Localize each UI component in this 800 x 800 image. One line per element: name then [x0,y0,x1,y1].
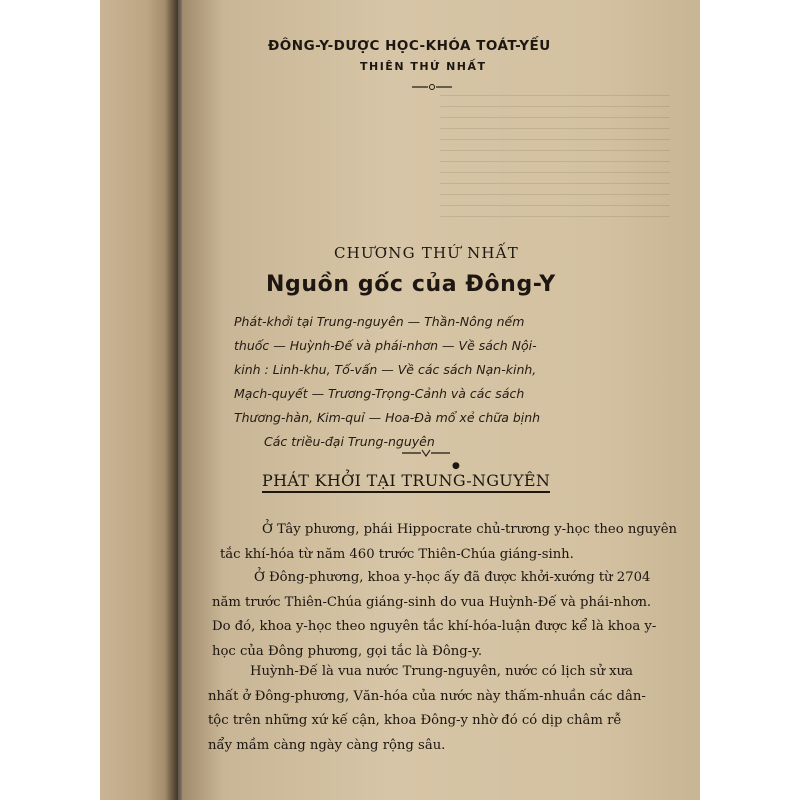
text-line: Huỳnh-Đế là vua nước Trung-nguyên, nước có lịch sử xưa [250,664,633,679]
chapter-summary [234,310,630,454]
part-label: THIÊN THỨ NHẤT [360,60,487,73]
show-through-text [440,95,670,225]
text-line: nhất ở Đông-phương, Văn-hóa của nước này thấm-nhuần các dân- [208,688,646,704]
paragraph-3 [208,660,646,758]
summary-line: Phát-khởi tại Trung-nguyên — Thần-Nông nếm [234,314,525,329]
text-line: năm trước Thiên-Chúa giáng-sinh do vua Huỳnh-Đế và phái-nhơn. [212,594,652,610]
paragraph-2 [212,566,656,664]
section-ornament [402,447,450,459]
chapter-title: Nguồn gốc của Đông-Y [266,272,556,297]
paragraph-1 [220,518,677,567]
running-title: ĐÔNG-Y-DƯỢC HỌC-KHÓA TOÁT-YẾU [268,38,551,54]
text-line: học của Đông phương, gọi tắc là Đông-y. [212,643,483,659]
book-page [182,0,700,800]
summary-line: kinh : Linh-khu, Tố-vấn — Về các sách Nạn-kinh, [234,362,537,377]
summary-line: thuốc — Huỳnh-Đế và phái-nhơn — Về sách Nội- [234,338,537,353]
text-line: Ở Tây phương, phái Hippocrate chủ-trương y-học theo nguyên [262,522,678,537]
text-line: nẩy mầm càng ngày càng rộng sâu. [208,737,446,753]
section-heading: PHÁT KHỞI TẠI TRUNG-NGUYÊN [262,471,550,493]
summary-line: Mạch-quyết — Trương-Trọng-Cảnh và các sách [234,386,525,401]
text-line: tắc khí-hóa từ năm 460 trước Thiên-Chúa giáng-sinh. [220,546,574,562]
text-line: Do đó, khoa y-học theo nguyên tắc khí-hóa-luận được kể là khoa y- [212,619,657,634]
title-ornament [412,82,452,92]
bullet-icon: ● [452,461,460,471]
text-line: tộc trên những xứ kế cận, khoa Đông-y nhờ đó có dịp châm rễ [208,713,622,728]
text-line: Ở Đông-phương, khoa y-học ấy đã được khởi-xướng từ 2704 [254,570,651,585]
summary-line: Thương-hàn, Kim-quỉ — Hoa-Đà mổ xẻ chữa bịnh [234,410,541,425]
chapter-number: CHƯƠNG THỨ NHẤT [334,244,519,262]
summary-line: Các triều-đại Trung-nguyên [264,434,435,449]
